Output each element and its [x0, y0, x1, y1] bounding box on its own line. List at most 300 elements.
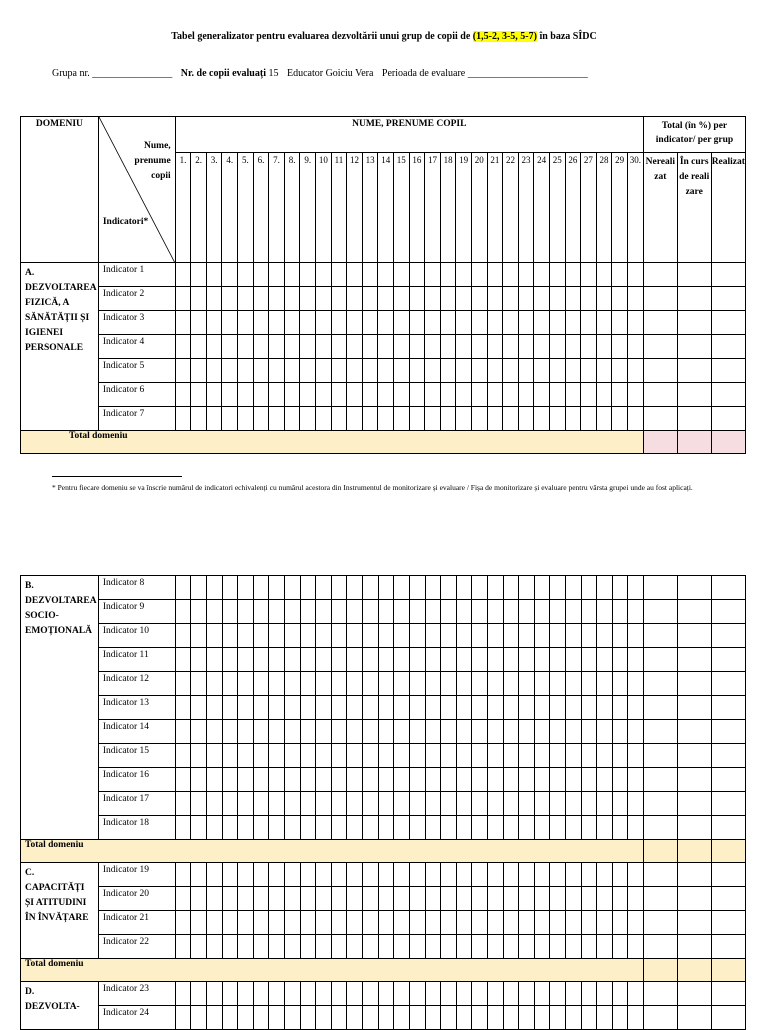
child-score-cell[interactable]: [175, 935, 191, 959]
child-score-cell[interactable]: [612, 911, 628, 935]
child-score-cell[interactable]: [222, 816, 238, 840]
child-score-cell[interactable]: [409, 792, 425, 816]
child-score-cell[interactable]: [441, 1006, 457, 1030]
child-score-cell[interactable]: [409, 311, 425, 335]
child-score-cell[interactable]: [487, 407, 503, 431]
child-score-cell[interactable]: [253, 263, 269, 287]
child-score-cell[interactable]: [550, 887, 566, 911]
total-domain-percent-cell[interactable]: [677, 959, 711, 982]
child-score-cell[interactable]: [425, 816, 441, 840]
child-score-cell[interactable]: [612, 672, 628, 696]
total-domain-percent-cell[interactable]: [643, 431, 677, 454]
child-score-cell[interactable]: [425, 383, 441, 407]
child-score-cell[interactable]: [597, 982, 613, 1006]
child-score-cell[interactable]: [331, 263, 347, 287]
child-score-cell[interactable]: [519, 576, 535, 600]
child-score-cell[interactable]: [456, 911, 472, 935]
child-score-cell[interactable]: [550, 624, 566, 648]
child-score-cell[interactable]: [628, 982, 644, 1006]
child-score-cell[interactable]: [284, 407, 300, 431]
child-score-cell[interactable]: [519, 911, 535, 935]
child-score-cell[interactable]: [269, 287, 285, 311]
child-score-cell[interactable]: [534, 383, 550, 407]
child-score-cell[interactable]: [393, 263, 409, 287]
child-score-cell[interactable]: [206, 672, 222, 696]
total-percent-cell[interactable]: [644, 935, 678, 959]
child-score-cell[interactable]: [612, 1006, 628, 1030]
child-score-cell[interactable]: [331, 696, 347, 720]
child-score-cell[interactable]: [472, 672, 488, 696]
child-score-cell[interactable]: [534, 696, 550, 720]
child-score-cell[interactable]: [441, 887, 457, 911]
child-score-cell[interactable]: [300, 287, 316, 311]
child-score-cell[interactable]: [503, 576, 519, 600]
child-score-cell[interactable]: [222, 672, 238, 696]
child-score-cell[interactable]: [409, 744, 425, 768]
total-percent-cell[interactable]: [644, 982, 678, 1006]
child-score-cell[interactable]: [565, 335, 581, 359]
child-score-cell[interactable]: [191, 407, 207, 431]
child-score-cell[interactable]: [238, 744, 254, 768]
child-score-cell[interactable]: [269, 624, 285, 648]
child-score-cell[interactable]: [253, 816, 269, 840]
child-score-cell[interactable]: [284, 359, 300, 383]
child-score-cell[interactable]: [363, 982, 379, 1006]
child-score-cell[interactable]: [347, 359, 363, 383]
child-score-cell[interactable]: [440, 407, 456, 431]
total-percent-cell[interactable]: [711, 672, 745, 696]
child-score-cell[interactable]: [347, 383, 363, 407]
child-score-cell[interactable]: [425, 792, 441, 816]
child-score-cell[interactable]: [175, 263, 191, 287]
child-score-cell[interactable]: [628, 648, 644, 672]
child-score-cell[interactable]: [565, 263, 581, 287]
child-score-cell[interactable]: [487, 624, 503, 648]
child-score-cell[interactable]: [238, 383, 254, 407]
child-score-cell[interactable]: [285, 696, 301, 720]
child-score-cell[interactable]: [487, 335, 503, 359]
child-score-cell[interactable]: [175, 863, 191, 887]
child-score-cell[interactable]: [472, 982, 488, 1006]
child-score-cell[interactable]: [425, 768, 441, 792]
child-score-cell[interactable]: [269, 311, 285, 335]
total-percent-cell[interactable]: [644, 576, 678, 600]
child-score-cell[interactable]: [238, 311, 254, 335]
child-score-cell[interactable]: [471, 335, 487, 359]
child-score-cell[interactable]: [300, 624, 316, 648]
child-score-cell[interactable]: [440, 311, 456, 335]
child-score-cell[interactable]: [425, 982, 441, 1006]
total-percent-cell[interactable]: [644, 768, 678, 792]
child-score-cell[interactable]: [519, 863, 535, 887]
total-percent-cell[interactable]: [643, 311, 677, 335]
child-score-cell[interactable]: [300, 311, 316, 335]
child-score-cell[interactable]: [597, 744, 613, 768]
child-score-cell[interactable]: [441, 600, 457, 624]
child-score-cell[interactable]: [487, 311, 503, 335]
child-score-cell[interactable]: [487, 911, 503, 935]
child-score-cell[interactable]: [175, 816, 191, 840]
total-percent-cell[interactable]: [677, 311, 711, 335]
child-score-cell[interactable]: [222, 624, 238, 648]
child-score-cell[interactable]: [409, 982, 425, 1006]
child-score-cell[interactable]: [253, 359, 269, 383]
total-percent-cell[interactable]: [711, 744, 745, 768]
child-score-cell[interactable]: [331, 287, 347, 311]
child-score-cell[interactable]: [331, 311, 347, 335]
child-score-cell[interactable]: [441, 911, 457, 935]
child-score-cell[interactable]: [425, 696, 441, 720]
child-score-cell[interactable]: [503, 263, 519, 287]
total-percent-cell[interactable]: [677, 863, 711, 887]
child-score-cell[interactable]: [581, 720, 597, 744]
child-score-cell[interactable]: [363, 935, 379, 959]
child-score-cell[interactable]: [628, 816, 644, 840]
child-score-cell[interactable]: [394, 696, 410, 720]
child-score-cell[interactable]: [534, 576, 550, 600]
child-score-cell[interactable]: [253, 935, 269, 959]
child-score-cell[interactable]: [628, 887, 644, 911]
child-score-cell[interactable]: [253, 335, 269, 359]
child-score-cell[interactable]: [285, 935, 301, 959]
child-score-cell[interactable]: [597, 935, 613, 959]
child-score-cell[interactable]: [300, 648, 316, 672]
child-score-cell[interactable]: [269, 648, 285, 672]
child-score-cell[interactable]: [222, 407, 238, 431]
child-score-cell[interactable]: [347, 863, 363, 887]
child-score-cell[interactable]: [612, 335, 628, 359]
child-score-cell[interactable]: [596, 311, 612, 335]
child-score-cell[interactable]: [566, 768, 582, 792]
child-score-cell[interactable]: [316, 720, 332, 744]
child-score-cell[interactable]: [487, 383, 503, 407]
child-score-cell[interactable]: [363, 911, 379, 935]
child-score-cell[interactable]: [518, 383, 534, 407]
child-score-cell[interactable]: [503, 335, 519, 359]
child-score-cell[interactable]: [519, 720, 535, 744]
child-score-cell[interactable]: [612, 720, 628, 744]
child-score-cell[interactable]: [519, 792, 535, 816]
child-score-cell[interactable]: [550, 768, 566, 792]
child-score-cell[interactable]: [285, 624, 301, 648]
child-score-cell[interactable]: [331, 911, 347, 935]
child-score-cell[interactable]: [456, 768, 472, 792]
child-score-cell[interactable]: [331, 576, 347, 600]
total-percent-cell[interactable]: [677, 982, 711, 1006]
child-score-cell[interactable]: [597, 863, 613, 887]
child-score-cell[interactable]: [487, 935, 503, 959]
child-score-cell[interactable]: [472, 887, 488, 911]
child-score-cell[interactable]: [472, 648, 488, 672]
child-score-cell[interactable]: [441, 624, 457, 648]
child-score-cell[interactable]: [566, 1006, 582, 1030]
total-percent-cell[interactable]: [677, 720, 711, 744]
total-percent-cell[interactable]: [677, 672, 711, 696]
child-score-cell[interactable]: [285, 768, 301, 792]
total-domain-percent-cell[interactable]: [677, 431, 711, 454]
child-score-cell[interactable]: [269, 816, 285, 840]
child-score-cell[interactable]: [269, 887, 285, 911]
child-score-cell[interactable]: [627, 311, 643, 335]
child-score-cell[interactable]: [175, 744, 191, 768]
child-score-cell[interactable]: [471, 263, 487, 287]
child-score-cell[interactable]: [284, 311, 300, 335]
child-score-cell[interactable]: [409, 863, 425, 887]
child-score-cell[interactable]: [347, 1006, 363, 1030]
child-score-cell[interactable]: [206, 1006, 222, 1030]
child-score-cell[interactable]: [191, 263, 207, 287]
child-score-cell[interactable]: [316, 263, 332, 287]
child-score-cell[interactable]: [597, 624, 613, 648]
child-score-cell[interactable]: [191, 911, 207, 935]
child-score-cell[interactable]: [534, 911, 550, 935]
child-score-cell[interactable]: [456, 359, 472, 383]
child-score-cell[interactable]: [316, 863, 332, 887]
child-score-cell[interactable]: [191, 648, 207, 672]
total-percent-cell[interactable]: [644, 887, 678, 911]
child-score-cell[interactable]: [222, 720, 238, 744]
child-score-cell[interactable]: [378, 576, 394, 600]
total-percent-cell[interactable]: [711, 576, 745, 600]
child-score-cell[interactable]: [269, 600, 285, 624]
child-score-cell[interactable]: [440, 287, 456, 311]
child-score-cell[interactable]: [566, 648, 582, 672]
child-score-cell[interactable]: [394, 744, 410, 768]
child-score-cell[interactable]: [566, 863, 582, 887]
child-score-cell[interactable]: [300, 744, 316, 768]
child-score-cell[interactable]: [378, 672, 394, 696]
child-score-cell[interactable]: [566, 887, 582, 911]
total-percent-cell[interactable]: [711, 887, 745, 911]
child-score-cell[interactable]: [612, 600, 628, 624]
child-score-cell[interactable]: [238, 863, 254, 887]
child-score-cell[interactable]: [331, 887, 347, 911]
child-score-cell[interactable]: [519, 768, 535, 792]
child-score-cell[interactable]: [331, 624, 347, 648]
child-score-cell[interactable]: [316, 768, 332, 792]
child-score-cell[interactable]: [518, 263, 534, 287]
child-score-cell[interactable]: [487, 263, 503, 287]
child-score-cell[interactable]: [534, 935, 550, 959]
child-score-cell[interactable]: [347, 720, 363, 744]
child-score-cell[interactable]: [331, 792, 347, 816]
total-percent-cell[interactable]: [677, 624, 711, 648]
child-score-cell[interactable]: [425, 887, 441, 911]
child-score-cell[interactable]: [581, 792, 597, 816]
child-score-cell[interactable]: [503, 863, 519, 887]
total-percent-cell[interactable]: [677, 263, 711, 287]
child-score-cell[interactable]: [316, 407, 332, 431]
child-score-cell[interactable]: [519, 1006, 535, 1030]
child-score-cell[interactable]: [378, 768, 394, 792]
child-score-cell[interactable]: [393, 383, 409, 407]
child-score-cell[interactable]: [503, 887, 519, 911]
child-score-cell[interactable]: [456, 648, 472, 672]
total-percent-cell[interactable]: [643, 263, 677, 287]
child-score-cell[interactable]: [394, 887, 410, 911]
child-score-cell[interactable]: [222, 263, 238, 287]
child-score-cell[interactable]: [253, 624, 269, 648]
child-score-cell[interactable]: [519, 624, 535, 648]
child-score-cell[interactable]: [549, 383, 565, 407]
child-score-cell[interactable]: [550, 576, 566, 600]
child-score-cell[interactable]: [472, 792, 488, 816]
child-score-cell[interactable]: [487, 744, 503, 768]
child-score-cell[interactable]: [316, 311, 332, 335]
child-score-cell[interactable]: [612, 696, 628, 720]
child-score-cell[interactable]: [394, 816, 410, 840]
child-score-cell[interactable]: [253, 982, 269, 1006]
total-percent-cell[interactable]: [711, 696, 745, 720]
child-score-cell[interactable]: [222, 768, 238, 792]
child-score-cell[interactable]: [253, 696, 269, 720]
child-score-cell[interactable]: [566, 792, 582, 816]
child-score-cell[interactable]: [362, 383, 378, 407]
child-score-cell[interactable]: [316, 887, 332, 911]
child-score-cell[interactable]: [253, 576, 269, 600]
child-score-cell[interactable]: [362, 407, 378, 431]
child-score-cell[interactable]: [425, 263, 441, 287]
total-percent-cell[interactable]: [677, 383, 711, 407]
child-score-cell[interactable]: [363, 816, 379, 840]
child-score-cell[interactable]: [222, 982, 238, 1006]
child-score-cell[interactable]: [612, 863, 628, 887]
child-score-cell[interactable]: [487, 648, 503, 672]
child-score-cell[interactable]: [612, 287, 628, 311]
total-domain-percent-cell[interactable]: [711, 959, 745, 982]
child-score-cell[interactable]: [300, 600, 316, 624]
child-score-cell[interactable]: [627, 383, 643, 407]
child-score-cell[interactable]: [269, 263, 285, 287]
child-score-cell[interactable]: [222, 1006, 238, 1030]
child-score-cell[interactable]: [191, 887, 207, 911]
child-score-cell[interactable]: [441, 744, 457, 768]
child-score-cell[interactable]: [503, 935, 519, 959]
total-percent-cell[interactable]: [644, 863, 678, 887]
child-score-cell[interactable]: [628, 624, 644, 648]
child-score-cell[interactable]: [363, 792, 379, 816]
child-score-cell[interactable]: [378, 287, 394, 311]
total-percent-cell[interactable]: [711, 287, 745, 311]
child-score-cell[interactable]: [612, 407, 628, 431]
child-score-cell[interactable]: [487, 792, 503, 816]
child-score-cell[interactable]: [519, 935, 535, 959]
child-score-cell[interactable]: [534, 407, 550, 431]
total-percent-cell[interactable]: [644, 648, 678, 672]
total-percent-cell[interactable]: [644, 624, 678, 648]
child-score-cell[interactable]: [456, 335, 472, 359]
child-score-cell[interactable]: [238, 624, 254, 648]
child-score-cell[interactable]: [300, 863, 316, 887]
child-score-cell[interactable]: [285, 816, 301, 840]
child-score-cell[interactable]: [331, 359, 347, 383]
child-score-cell[interactable]: [627, 407, 643, 431]
child-score-cell[interactable]: [612, 816, 628, 840]
child-score-cell[interactable]: [347, 935, 363, 959]
total-percent-cell[interactable]: [644, 720, 678, 744]
child-score-cell[interactable]: [503, 624, 519, 648]
child-score-cell[interactable]: [409, 624, 425, 648]
child-score-cell[interactable]: [253, 720, 269, 744]
child-score-cell[interactable]: [597, 672, 613, 696]
child-score-cell[interactable]: [238, 982, 254, 1006]
child-score-cell[interactable]: [534, 792, 550, 816]
child-score-cell[interactable]: [331, 383, 347, 407]
child-score-cell[interactable]: [409, 383, 425, 407]
child-score-cell[interactable]: [222, 287, 238, 311]
child-score-cell[interactable]: [596, 263, 612, 287]
child-score-cell[interactable]: [394, 792, 410, 816]
child-score-cell[interactable]: [206, 624, 222, 648]
child-score-cell[interactable]: [206, 600, 222, 624]
child-score-cell[interactable]: [253, 911, 269, 935]
child-score-cell[interactable]: [316, 696, 332, 720]
total-percent-cell[interactable]: [677, 600, 711, 624]
child-score-cell[interactable]: [191, 863, 207, 887]
total-percent-cell[interactable]: [643, 383, 677, 407]
child-score-cell[interactable]: [503, 600, 519, 624]
child-score-cell[interactable]: [378, 744, 394, 768]
child-score-cell[interactable]: [581, 887, 597, 911]
child-score-cell[interactable]: [378, 816, 394, 840]
child-score-cell[interactable]: [191, 982, 207, 1006]
child-score-cell[interactable]: [425, 600, 441, 624]
child-score-cell[interactable]: [441, 576, 457, 600]
total-percent-cell[interactable]: [643, 287, 677, 311]
child-score-cell[interactable]: [487, 287, 503, 311]
child-score-cell[interactable]: [597, 792, 613, 816]
child-score-cell[interactable]: [471, 383, 487, 407]
child-score-cell[interactable]: [285, 648, 301, 672]
child-score-cell[interactable]: [425, 1006, 441, 1030]
child-score-cell[interactable]: [253, 600, 269, 624]
child-score-cell[interactable]: [581, 600, 597, 624]
child-score-cell[interactable]: [206, 287, 222, 311]
child-score-cell[interactable]: [363, 624, 379, 648]
child-score-cell[interactable]: [347, 768, 363, 792]
child-score-cell[interactable]: [300, 792, 316, 816]
child-score-cell[interactable]: [331, 648, 347, 672]
total-percent-cell[interactable]: [711, 600, 745, 624]
child-score-cell[interactable]: [222, 311, 238, 335]
child-score-cell[interactable]: [175, 648, 191, 672]
child-score-cell[interactable]: [534, 600, 550, 624]
child-score-cell[interactable]: [597, 768, 613, 792]
child-score-cell[interactable]: [347, 672, 363, 696]
total-percent-cell[interactable]: [677, 911, 711, 935]
child-score-cell[interactable]: [363, 887, 379, 911]
child-score-cell[interactable]: [441, 816, 457, 840]
child-score-cell[interactable]: [628, 600, 644, 624]
child-score-cell[interactable]: [206, 935, 222, 959]
child-score-cell[interactable]: [425, 311, 441, 335]
child-score-cell[interactable]: [253, 407, 269, 431]
total-percent-cell[interactable]: [644, 744, 678, 768]
child-score-cell[interactable]: [566, 600, 582, 624]
child-score-cell[interactable]: [191, 744, 207, 768]
child-score-cell[interactable]: [534, 744, 550, 768]
child-score-cell[interactable]: [456, 672, 472, 696]
total-percent-cell[interactable]: [711, 935, 745, 959]
child-score-cell[interactable]: [378, 792, 394, 816]
child-score-cell[interactable]: [222, 863, 238, 887]
child-score-cell[interactable]: [285, 744, 301, 768]
child-score-cell[interactable]: [519, 816, 535, 840]
child-score-cell[interactable]: [440, 263, 456, 287]
child-score-cell[interactable]: [191, 720, 207, 744]
child-score-cell[interactable]: [627, 335, 643, 359]
child-score-cell[interactable]: [285, 1006, 301, 1030]
